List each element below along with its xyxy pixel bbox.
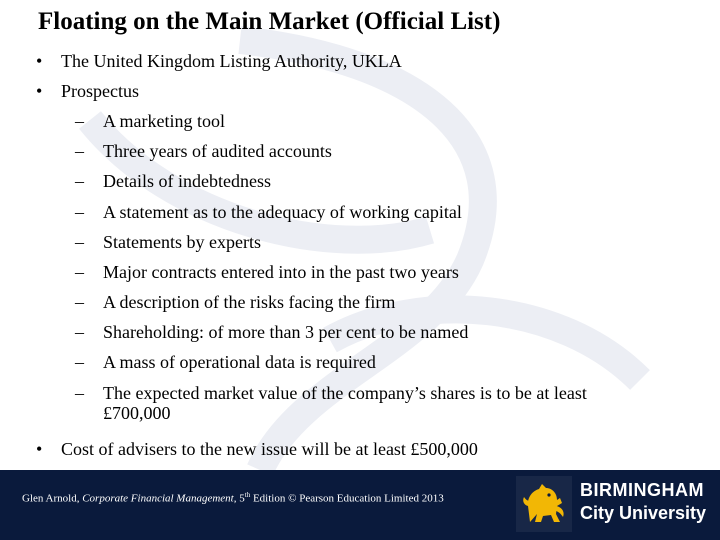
dash-icon: – — [75, 352, 84, 372]
list-item-text: Three years of audited accounts — [103, 141, 332, 161]
list-item-text: A mass of operational data is required — [103, 352, 376, 372]
list-item-text: Prospectus — [61, 81, 139, 101]
list-item-text: Cost of advisers to the new issue will be at least £500,000 — [61, 439, 478, 459]
dash-icon: – — [75, 262, 84, 282]
dash-icon: – — [75, 232, 84, 252]
dash-icon: – — [75, 171, 84, 191]
dash-icon: – — [75, 111, 84, 131]
list-item-text: A marketing tool — [103, 111, 225, 131]
logo-line-2: City University — [580, 503, 707, 523]
list-item-text: A description of the risks facing the firm — [103, 292, 396, 312]
citation-edition: 5 — [239, 492, 245, 505]
slide-title: Floating on the Main Market (Official List) — [38, 8, 501, 35]
citation-rest: Edition © Pearson Education Limited 2013 — [252, 492, 444, 505]
logo-line-1: BIRMINGHAM — [580, 480, 704, 500]
list-item-text: The United Kingdom Listing Authority, UKLA — [61, 51, 402, 71]
citation-edition-suffix: th — [244, 491, 251, 499]
citation-author: Glen Arnold, — [22, 492, 80, 505]
list-item-text: Major contracts entered into in the past two years — [103, 262, 459, 282]
list-item-text: Statements by experts — [103, 232, 261, 252]
lion-icon — [516, 476, 572, 532]
list-item-text-continued: £700,000 — [103, 403, 171, 423]
citation-book: Corporate Financial Management, — [82, 492, 237, 505]
bullet-icon: • — [36, 81, 43, 101]
bullet-icon: • — [36, 439, 43, 459]
bullet-icon: • — [36, 51, 43, 71]
dash-icon: – — [75, 141, 84, 161]
university-logo — [516, 476, 710, 532]
citation — [22, 491, 444, 505]
dash-icon: – — [75, 202, 84, 222]
list-item-text: Shareholding: of more than 3 per cent to be named — [103, 322, 469, 342]
dash-icon: – — [75, 292, 84, 312]
dash-icon: – — [75, 322, 84, 342]
list-item-text: The expected market value of the company’s shares is to be at least — [103, 383, 587, 403]
list-item-text: Details of indebtedness — [103, 171, 271, 191]
footer-bar — [0, 470, 720, 540]
list-item-text: A statement as to the adequacy of working capital — [103, 202, 462, 222]
dash-icon: – — [75, 383, 84, 403]
